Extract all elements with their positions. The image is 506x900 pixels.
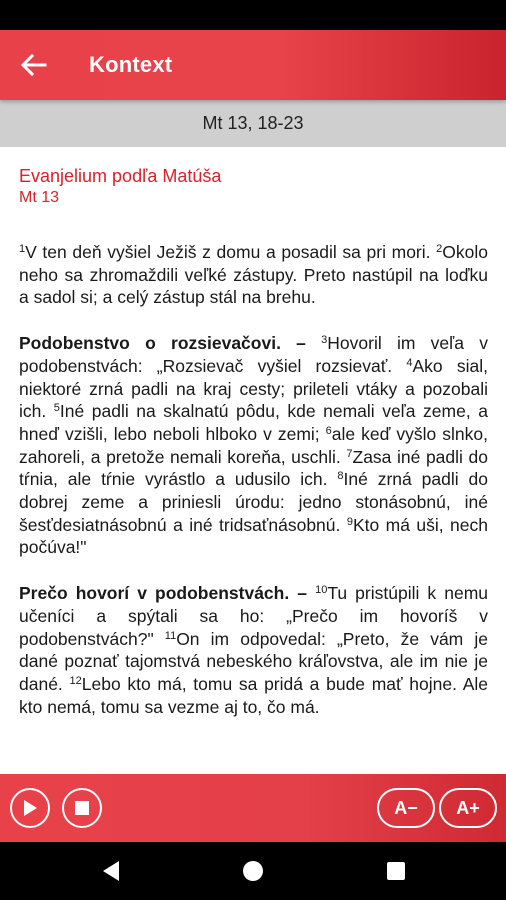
font-increase-button[interactable]: A+ — [439, 788, 497, 828]
verse-number: 1 — [19, 243, 26, 255]
verse-number: 10 — [315, 584, 328, 597]
verse-number: 9 — [346, 515, 353, 528]
chapter-label: Mt 13 — [19, 189, 60, 206]
verse-number: 2 — [436, 243, 443, 255]
bottom-control-bar — [0, 774, 506, 842]
verse-number: 5 — [53, 402, 60, 415]
stop-icon — [74, 800, 90, 816]
verse-text: Iné padli na skalnatú pôdu, kde nemali veľa zeme, a hneď vzišli, lebo neboli hlboko v zemi; — [19, 401, 488, 444]
verse-text: Okolo neho sa zhromaždili veľké zástupy. Preto nastúpil na loďku a sadol si; a celý zástup stál na brehu. — [19, 242, 488, 308]
nav-back-triangle-icon — [101, 860, 121, 882]
paragraph — [19, 241, 488, 309]
play-button[interactable] — [10, 788, 50, 828]
verse-text: ale keď vyšlo slnko, zahoreli, a pretože nemali koreňa, uschli. — [19, 423, 488, 467]
arrow-left-icon — [21, 54, 47, 76]
play-icon — [22, 799, 38, 817]
verse-number: 12 — [69, 674, 82, 687]
nav-home-circle-icon — [242, 860, 264, 882]
app-title: Kontext — [89, 52, 173, 77]
scripture-content[interactable] — [0, 147, 506, 774]
verse-number: 3 — [321, 334, 328, 347]
verse-text: Iné zrná padli do dobrej zeme a priniesli úrodu: jedno stonásobnú, iné šesťdesiatnásobnú a iné tridsaťnásobnú. — [19, 469, 488, 535]
section-heading: Podobenstvo o rozsievačovi. – — [19, 333, 322, 354]
nav-recents-button[interactable] — [384, 859, 408, 883]
stop-button[interactable] — [62, 788, 102, 828]
verse-text: Zasa iné padli do tŕnia, ale tŕnie vyrástlo a udusilo ich. — [19, 446, 488, 490]
back-button[interactable] — [14, 45, 54, 85]
verse-text: Tu pristúpili k nemu učeníci a spýtali sa ho: „Prečo im hovoríš v podobenstvách?" — [19, 583, 488, 649]
verse-number: 4 — [406, 356, 413, 369]
section-heading: Prečo hovorí v podobenstvách. – — [19, 583, 316, 604]
system-nav-bar — [0, 842, 506, 900]
verse-number: 6 — [325, 424, 332, 437]
nav-back-button[interactable] — [99, 859, 123, 883]
app-bar — [0, 30, 506, 100]
verse-text: Ako sial, niektoré zrná padli na kraj cesty; prileteli vtáky a pozobali ich. — [19, 355, 489, 422]
nav-home-button[interactable] — [241, 859, 265, 883]
verse-text: Lebo kto má, tomu sa pridá a bude mať hojne. Ale kto nemá, tomu sa vezme aj to, čo má. — [19, 673, 489, 717]
verse-text: Kto má uši, nech počúva!" — [19, 514, 488, 558]
verse-number: 7 — [346, 447, 353, 460]
book-title: Evanjelium podľa Matúša — [19, 166, 222, 186]
font-decrease-button[interactable]: A− — [377, 788, 435, 828]
nav-recents-square-icon — [386, 861, 406, 881]
paragraph — [19, 582, 488, 718]
paragraph — [19, 332, 488, 559]
verse-text: Hovoril im veľa v podobenstvách: „Rozsievač vyšiel rozsievať. — [19, 333, 488, 376]
reference-bar: Mt 13, 18-23 — [0, 100, 506, 147]
verse-text: On im odpovedal: „Preto, že vám je dané poznať tajomstvá nebeského kráľovstva, ale im nie je dané. — [19, 628, 488, 694]
status-bar — [0, 0, 506, 30]
verse-number: 8 — [337, 470, 344, 483]
scripture-text — [19, 241, 488, 718]
verse-text: V ten deň vyšiel Ježiš z domu a posadil sa pri mori. — [25, 242, 437, 262]
verse-number: 11 — [164, 629, 177, 642]
